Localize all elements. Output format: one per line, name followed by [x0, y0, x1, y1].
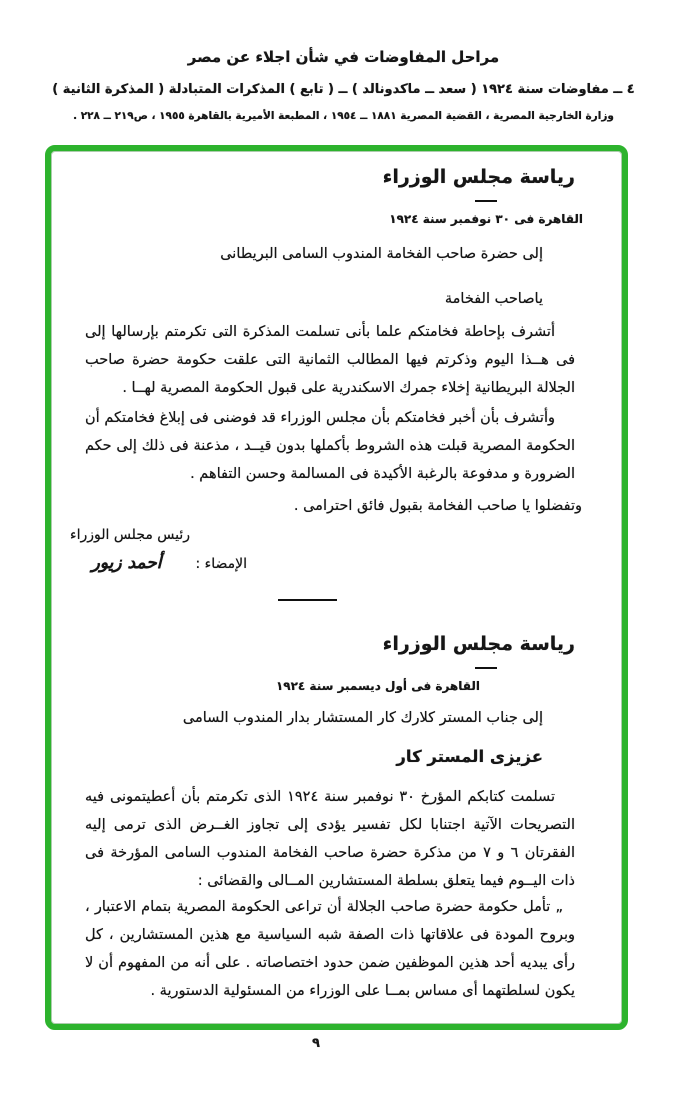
letter2-salutation: عزيزى المستر كار [396, 747, 543, 766]
letter1-heading-rule [475, 200, 497, 202]
section-divider [278, 599, 337, 601]
letter2-heading-rule [475, 667, 497, 669]
letter2-heading: رياسة مجلس الوزراء [382, 633, 575, 655]
letter2-paragraph-1: تسلمت كتابكم المؤرخ ٣٠ نوفمبر سنة ١٩٢٤ الذى تكرمتم بأن أعطيتمونى فيه التصريحات الآتية اجتنابا لكل تفسير يؤدى إلى تجاوز الغــرض الذى ترمى إليه الفقرتان ٦ و ٧ من مذكرة حضرة صاحب الفخامة المندوب السامى المؤرخة فى ذات اليــوم فيما يتعلق بسلطة المستشارين المــالى والقضائى : [85, 789, 575, 889]
letter1-closing: وتفضلوا يا صاحب الفخامة بقبول فائق احترامى . [293, 498, 582, 514]
letter2-addressee: إلى جناب المستر كلارك كار المستشار بدار المندوب السامى [182, 710, 543, 726]
letter1-signature-row [92, 553, 247, 573]
letter2-date: القاهرة فى أول ديسمبر سنة ١٩٢٤ [275, 679, 480, 693]
green-frame [45, 145, 628, 1030]
document-category-title: مراحل المفاوضات في شأن اجلاء عن مصر [187, 48, 500, 66]
letter2-quote-paragraph: „ تأمل حكومة حضرة صاحب الجلالة أن تراعى الحكومة المصرية بتمام الاعتبار ، وبروح المودة فى علاقاتها ذات الصفة شبه السياسية مع هذين المستشارين ، كل رأى يبديه أحد هذين الموظفين ضمن حدود اختصاصاته . على أنه من المفهوم أن لا يكون لسلطتهما أى مساس بمــا على الوزراء من المسئولية الدستورية . [85, 899, 575, 999]
letter1-signature-title: رئيس مجلس الوزراء [70, 527, 191, 543]
document-subtitle: ٤ ــ مفاوضات سنة ١٩٢٤ ( سعد ــ ماكدونالد ) ــ ( تابع ) المذكرات المتبادلة ( المذكرة الثانية ) [52, 82, 635, 97]
letter1-paragraph-2: وأتشرف بأن أخبر فخامتكم بأن مجلس الوزراء قد فوضنى فى إبلاغ فخامتكم أن الحكومة المصرية قبلت هذه الشروط بأكملها بدون قيــد ، مذعنة فى ذلك إلى حكم الضرورة و مدفوعة بالرغبة الأكيدة فى المسالمة وحسن التفاهم . [85, 410, 575, 482]
source-reference: وزارة الخارجية المصرية ، القضية المصرية ١٨٨١ ــ ١٩٥٤ ، المطبعة الأميرية بالقاهرة ١٩٥٥ ، ص٢١٩ ــ ٢٢٨ . [73, 110, 614, 122]
letter1-addressee: إلى حضرة صاحب الفخامة المندوب السامى البريطانى [220, 246, 543, 262]
page-number: ٩ [312, 1036, 320, 1051]
letter1-date: القاهرة فى ٣٠ نوفمبر سنة ١٩٢٤ [389, 212, 583, 226]
letter1-paragraph-1: أتشرف بإحاطة فخامتكم علما بأنى تسلمت المذكرة التى تكرمتم بإرسالها إلى فى هــذا اليوم وذكرتم فيها المطالب الثمانية التى علقت حكومة حضرة صاحب الجلالة البريطانية إخلاء جمرك الاسكندرية على قبول الحكومة المصرية لهــا . [85, 324, 575, 396]
letter1-salutation: ياصاحب الفخامة [444, 291, 543, 307]
letter1-heading: رياسة مجلس الوزراء [382, 166, 575, 188]
letter1-signature-name: أحمد زيور [91, 553, 162, 573]
letter1-signature-label: الإمضاء : [195, 556, 247, 572]
